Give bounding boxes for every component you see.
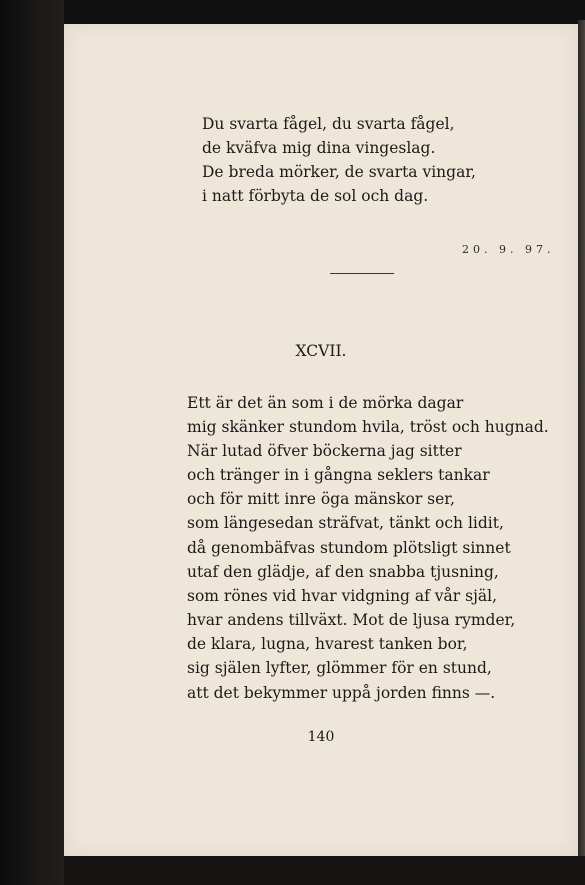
page-edge bbox=[578, 20, 585, 865]
section-divider bbox=[330, 273, 394, 274]
poem-line: mig skänker stundom hvila, tröst och hugnad. bbox=[187, 418, 549, 436]
poem-line: utaf den glädje, af den snabba tjusning, bbox=[187, 563, 499, 581]
poem-line: När lutad öfver böckerna jag sitter bbox=[187, 442, 462, 460]
poem-line: som längesedan sträfvat, tänkt och lidit, bbox=[187, 514, 504, 532]
poem-line: och för mitt inre öga mänskor ser, bbox=[187, 490, 455, 508]
poem-line: de klara, lugna, hvarest tanken bor, bbox=[187, 635, 468, 653]
poem-date: 20. 9. 97. bbox=[462, 243, 555, 256]
poem-line: sig själen lyfter, glömmer för en stund, bbox=[187, 659, 492, 677]
poem-end-line: Du svarta fågel, du svarta fågel, bbox=[202, 115, 455, 133]
book-gutter-shadow bbox=[0, 0, 64, 885]
poem-line: hvar andens tillväxt. Mot de ljusa rymder, bbox=[187, 611, 516, 629]
poem-end-line: de kväfva mig dina vingeslag. bbox=[202, 139, 436, 157]
poem-line: och tränger in i gångna seklers tankar bbox=[187, 466, 490, 484]
book-page bbox=[64, 24, 578, 856]
poem-line: att det bekymmer uppå jorden finns —. bbox=[187, 684, 496, 702]
poem-line: som rönes vid hvar vidgning af vår själ, bbox=[187, 587, 498, 605]
poem-end-line: De breda mörker, de svarta vingar, bbox=[202, 163, 476, 181]
poem-end-line: i natt förbyta de sol och dag. bbox=[202, 187, 429, 205]
poem-line: då genombäfvas stundom plötsligt sinnet bbox=[187, 539, 511, 557]
section-heading: XCVII. bbox=[295, 342, 347, 360]
poem-line: Ett är det än som i de mörka dagar bbox=[187, 394, 464, 412]
page-number: 140 bbox=[307, 729, 335, 745]
bottom-margin-dark bbox=[64, 856, 585, 885]
